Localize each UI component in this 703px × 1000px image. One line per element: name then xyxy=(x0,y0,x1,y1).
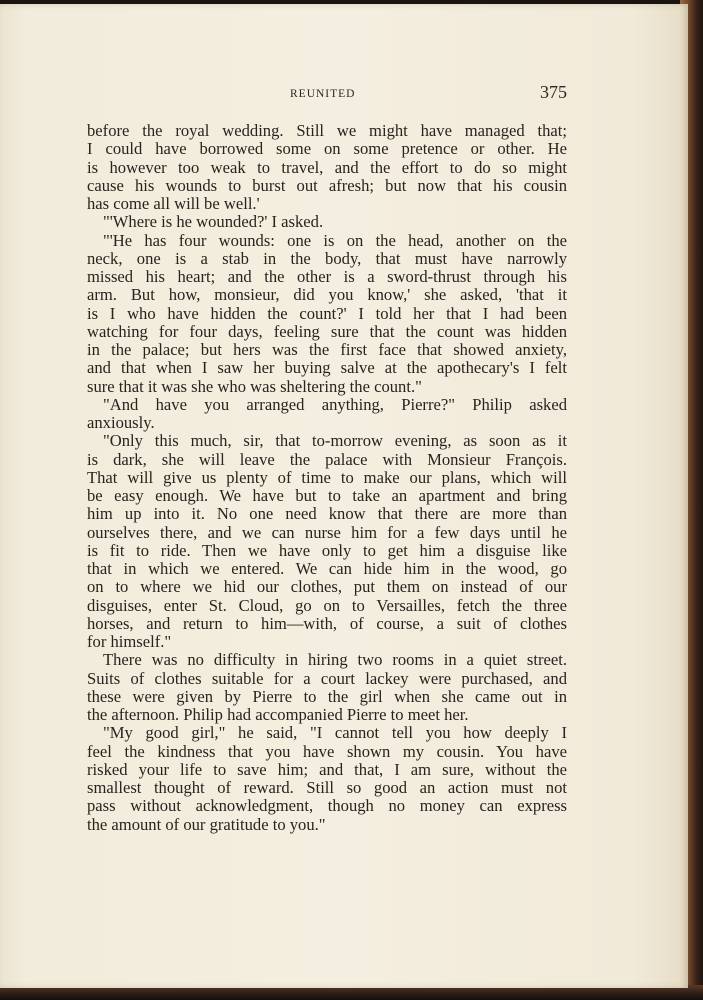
text-line: "Only this much, sir, that to-morrow evening, as soon as it xyxy=(103,431,567,451)
text-line: these were given by Pierre to the girl when she came out in xyxy=(87,686,567,706)
text-line: watching for four days, feeling sure that the count was hidden xyxy=(87,321,567,341)
text-line: "'Where is he wounded?' I asked. xyxy=(103,212,324,232)
text-line: "And have you arranged anything, Pierre?" Philip asked xyxy=(103,394,567,414)
text-line: has come all will be well.' xyxy=(87,194,260,213)
text-line: feel the kindness that you have shown my cousin. You have xyxy=(87,741,567,761)
text-line: ourselves there, and we can nurse him for a few days until he xyxy=(87,522,567,542)
text-line: pass without acknowledgment, though no money can express xyxy=(87,796,567,816)
text-line: the amount of our gratitude to you." xyxy=(87,814,326,834)
text-line: That will give us plenty of time to make our plans, which will xyxy=(87,467,567,487)
text-line: cause his wounds to burst out afresh; but now that his cousin xyxy=(87,175,567,195)
text-line: the afternoon. Philip had accompanied Pierre to meet her. xyxy=(87,705,469,724)
text-line: "My good girl," he said, "I cannot tell you how deeply I xyxy=(103,723,567,743)
text-line: him up into it. No one need know that there are more than xyxy=(87,504,567,524)
text-line: sure that it was she who was sheltering the count." xyxy=(87,376,422,396)
text-line: There was no difficulty in hiring two rooms in a quiet street. xyxy=(103,650,567,670)
text-line: is fit to ride. Then we have only to get him a disguise like xyxy=(87,540,567,560)
text-line: Suits of clothes suitable for a court lackey were purchased, and xyxy=(87,668,567,688)
book-page xyxy=(0,4,688,988)
text-line: smallest thought of reward. Still so good an action must not xyxy=(87,778,567,797)
text-line: arm. But how, monsieur, did you know,' she asked, 'that it xyxy=(87,285,567,305)
text-line: is dark, she will leave the palace with Monsieur François. xyxy=(87,449,567,469)
text-line: neck, one is a stab in the body, that must have narrowly xyxy=(87,248,567,268)
text-line: in the palace; but hers was the first face that showed anxiety, xyxy=(87,340,567,359)
running-head xyxy=(0,82,688,106)
text-line: on to where we hid our clothes, put them on instead of our xyxy=(87,577,567,597)
text-line: risked your life to save him; and that, I am sure, without the xyxy=(87,759,567,779)
text-line: and that when I saw her buying salve at the apothecary's I felt xyxy=(87,358,567,378)
text-line: be easy enough. We have but to take an apartment and bring xyxy=(87,486,567,505)
text-line: before the royal wedding. Still we might have managed that; xyxy=(87,121,567,140)
page-number: 375 xyxy=(540,82,567,102)
text-line: missed his heart; and the other is a sword-thrust through his xyxy=(87,267,567,286)
text-line: horses, and return to him—with, of course, a suit of clothes xyxy=(87,613,567,633)
text-line: anxiously. xyxy=(87,413,155,432)
text-line: "'He has four wounds: one is on the head, another on the xyxy=(103,230,567,250)
running-title: REUNITED xyxy=(290,88,356,100)
text-line: is I who have hidden the count?' I told her that I had been xyxy=(87,303,567,323)
text-line: is however too weak to travel, and the effort to do so might xyxy=(87,157,567,177)
text-line: disguises, enter St. Cloud, go on to Versailles, fetch the three xyxy=(87,595,567,615)
body-text xyxy=(87,122,567,834)
text-line: that in which we entered. We can hide him in the wood, go xyxy=(87,559,567,578)
text-line: I could have borrowed some on some pretence or other. He xyxy=(87,139,567,159)
text-line: for himself." xyxy=(87,632,172,651)
